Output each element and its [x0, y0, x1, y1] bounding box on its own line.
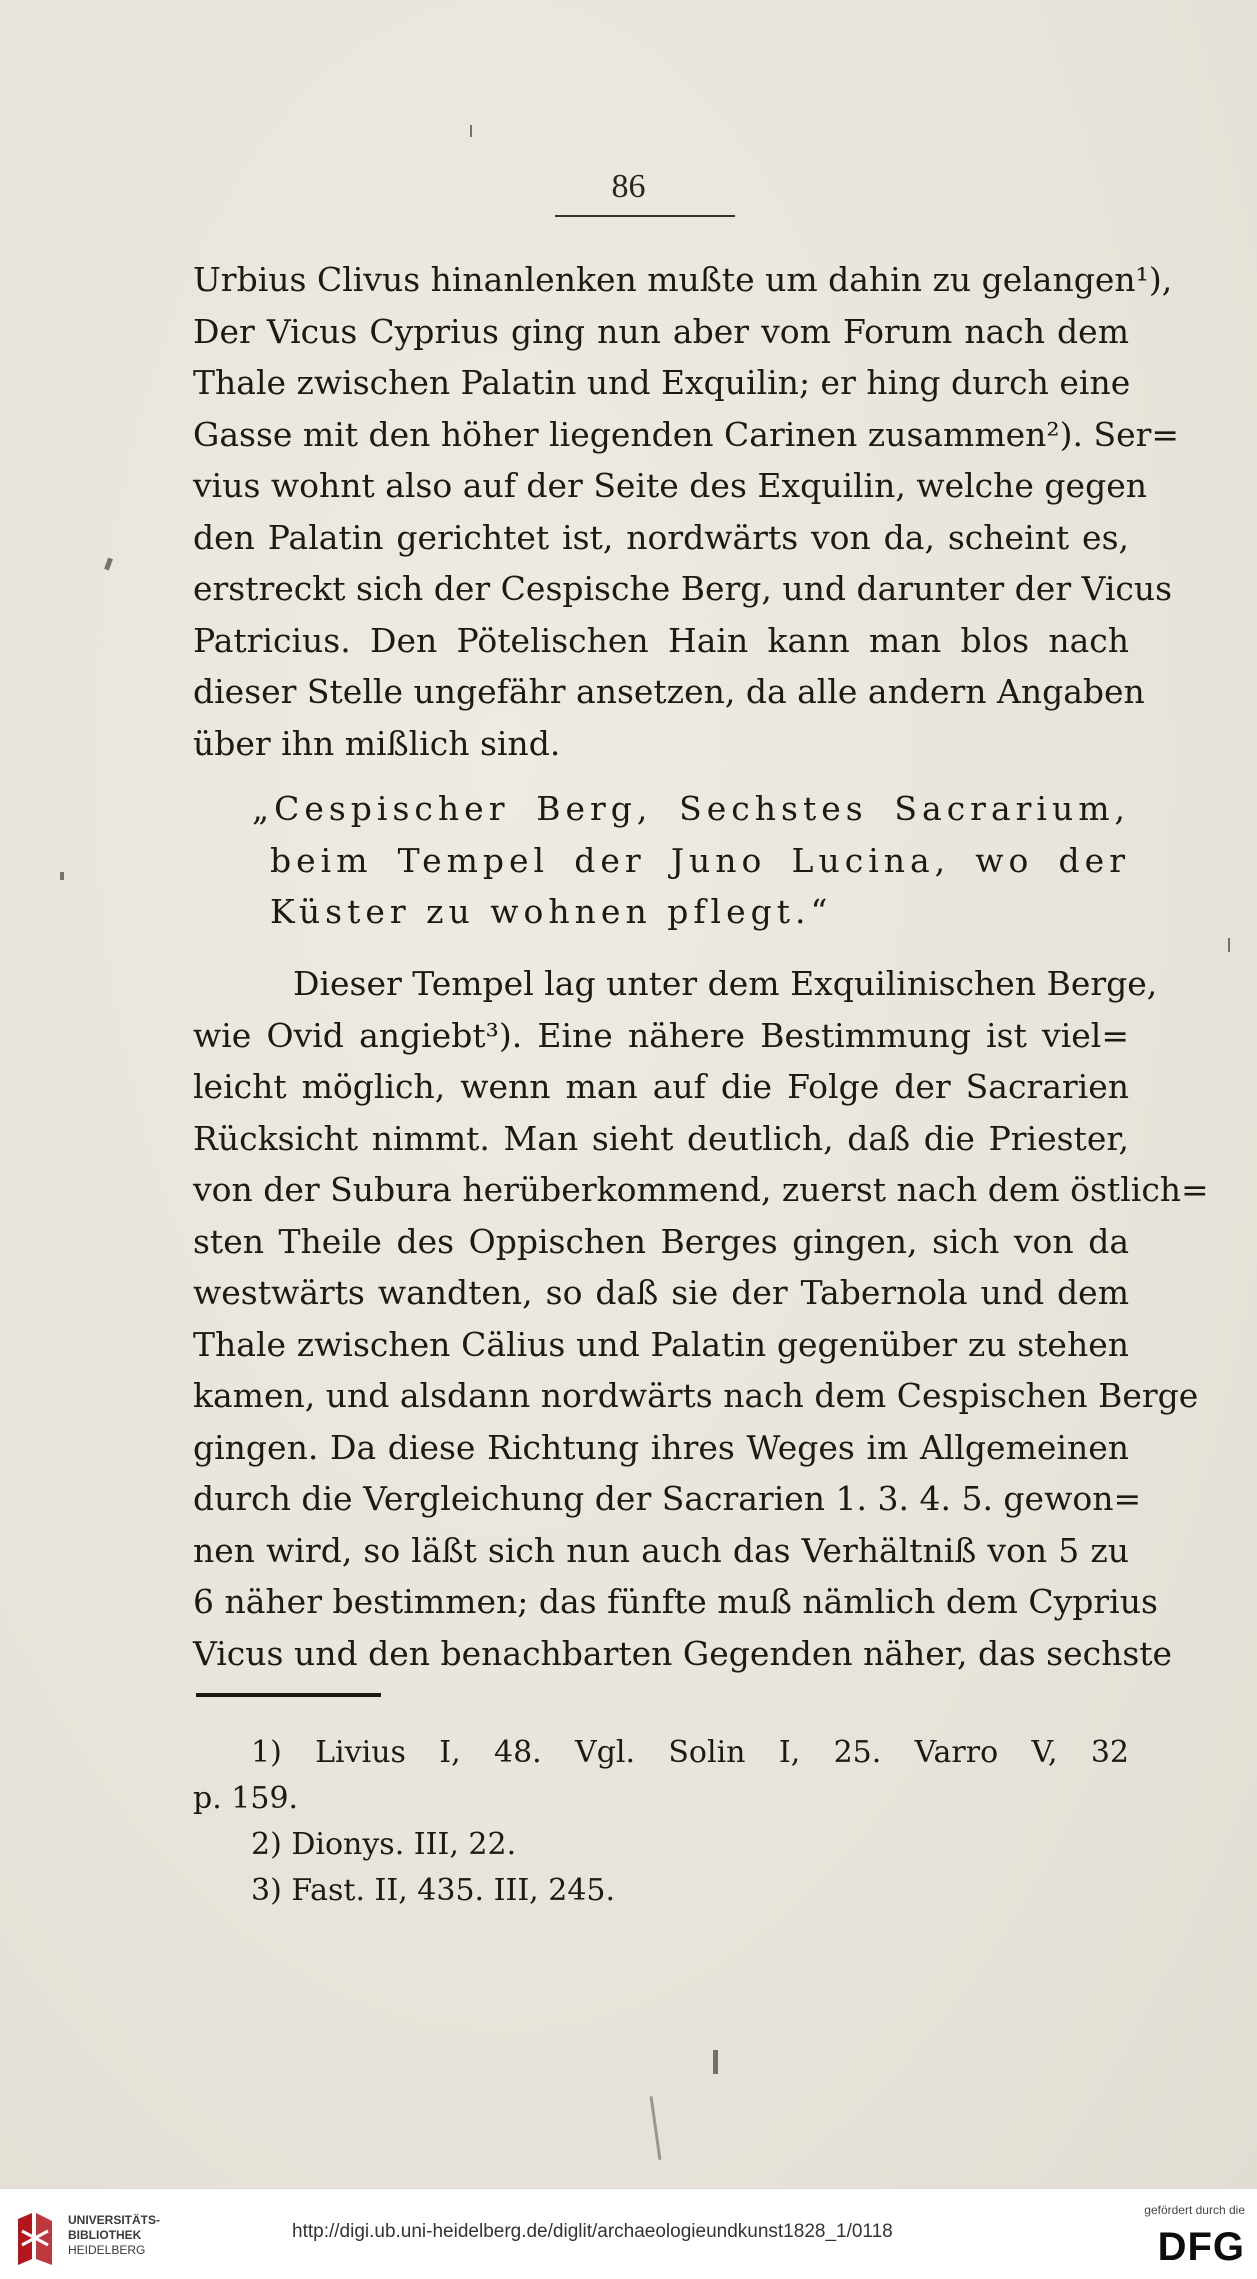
text-line: 6 näher bestimmen; das fünfte muß nämlich dem Cyprius [193, 1582, 1158, 1621]
footnote-rule [196, 1693, 381, 1697]
text-line: über ihn mißlich sind. [193, 723, 561, 763]
text-line: den Palatin gerichtet ist, nordwärts von da, scheint es, [193, 517, 1129, 557]
university-library-name [68, 2213, 160, 2258]
text-line: sten Theile des Oppischen Berges gingen, sich von da [193, 1221, 1129, 1261]
footnote-3: 3) Fast. II, 435. III, 245. [251, 1873, 616, 1908]
text-line: erstreckt sich der Cespische Berg, und darunter der Vicus [193, 569, 1173, 608]
text-line: Der Vicus Cyprius ging nun aber vom Forum nach dem [193, 311, 1129, 351]
quote-line: beim Tempel der Juno Lucina, wo der [270, 840, 1130, 880]
text-line: wie Ovid angiebt³). Eine nähere Bestimmung ist viel= [193, 1015, 1129, 1055]
scan-speck [650, 2096, 662, 2160]
text-line: nen wird, so läßt sich nun auch das Verhältniß von 5 zu [193, 1530, 1129, 1570]
scan-speck [1228, 938, 1230, 952]
footnotes [193, 1730, 1129, 1914]
footnote-1: 1) Livius I, 48. Vgl. Solin I, 25. Varro V, 32 [251, 1735, 1129, 1770]
text-line: von der Subura herüberkommend, zuerst nach dem östlich= [193, 1170, 1209, 1209]
quotation-block [230, 783, 1130, 938]
text-line: Dieser Tempel lag unter dem Exquilinischen Berge, [293, 964, 1158, 1003]
scan-speck [470, 125, 472, 137]
text-line: dieser Stelle ungefähr ansetzen, da alle andern Angaben [193, 672, 1145, 711]
text-line: Gasse mit den höher liegenden Carinen zusammen²). Ser= [193, 414, 1180, 454]
text-line: gingen. Da diese Richtung ihres Weges im Allgemeinen [193, 1427, 1129, 1467]
viewer-footer [0, 2188, 1257, 2279]
page-number: 86 [611, 168, 646, 205]
text-line: vius wohnt also auf der Seite des Exquilin, welche gegen [193, 466, 1147, 505]
header-rule [555, 215, 735, 217]
text-line: Rücksicht nimmt. Man sieht deutlich, daß die Priester, [193, 1118, 1129, 1158]
text-line: Vicus und den benachbarten Gegenden näher, das sechste [193, 1633, 1173, 1673]
funding-note: gefördert durch die [1144, 2203, 1245, 2217]
text-line: Urbius Clivus hinanlenken mußte um dahin zu gelangen¹), [193, 260, 1173, 299]
page-url-link[interactable]: http://digi.ub.uni-heidelberg.de/diglit/archaeologieundkunst1828_1/0118 [292, 2221, 893, 2242]
text-line: kamen, und alsdann nordwärts nach dem Cespischen Berge [193, 1376, 1199, 1415]
scan-speck [713, 2050, 718, 2074]
scan-speck [104, 558, 113, 571]
dfg-logo: DFG [1157, 2225, 1245, 2269]
text-line: leicht möglich, wenn man auf die Folge der Sacrarien [193, 1067, 1129, 1106]
text-line: Thale zwischen Cälius und Palatin gegenüber zu stehen [193, 1324, 1129, 1364]
footnote-1-continuation: p. 159. [193, 1781, 299, 1816]
text-line: Thale zwischen Palatin und Exquilin; er hing durch eine [193, 363, 1131, 402]
footnote-2: 2) Dionys. III, 22. [251, 1827, 517, 1862]
quote-line: „Cespischer Berg, Sechstes Sacrarium, [252, 789, 1130, 828]
library-name-line: UNIVERSITÄTS- [68, 2213, 161, 2227]
paragraph-2 [193, 958, 1209, 1679]
text-line: westwärts wandten, so daß sie der Tabernola und dem [193, 1273, 1129, 1312]
text-line: durch die Vergleichung der Sacrarien 1. 3. 4. 5. gewon= [193, 1479, 1142, 1518]
paragraph-1 [193, 254, 1180, 769]
quote-line: Küster zu wohnen pflegt.“ [270, 892, 833, 931]
university-library-logo-icon [10, 2209, 60, 2269]
library-name-line: HEIDELBERG [68, 2243, 146, 2257]
scan-speck [60, 872, 64, 880]
text-line: Patricius. Den Pötelischen Hain kann man blos nach [193, 620, 1129, 660]
library-name-line: BIBLIOTHEK [68, 2228, 142, 2242]
